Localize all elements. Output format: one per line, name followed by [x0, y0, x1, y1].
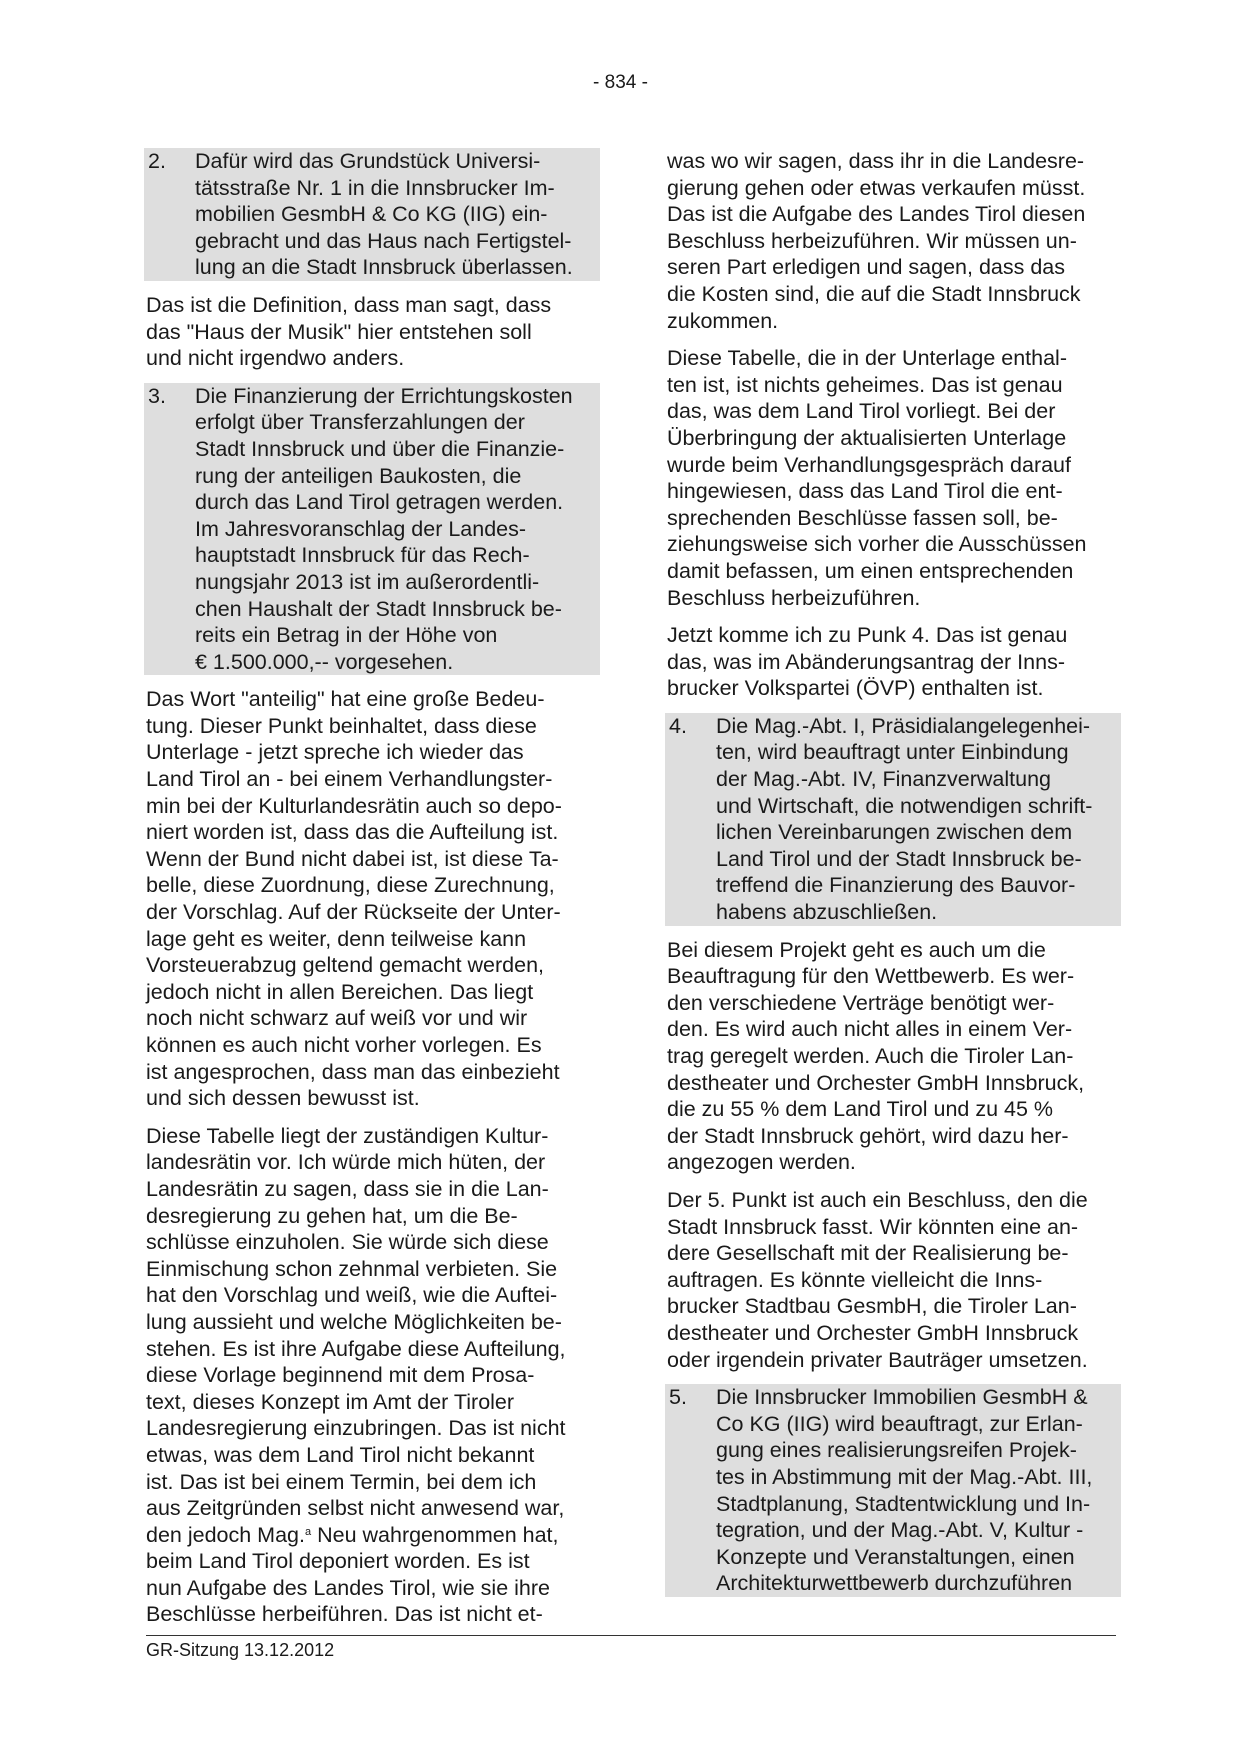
item-number: 5.	[669, 1385, 687, 1410]
text-line: Diese Tabelle, die in der Unterlage enthal-	[667, 346, 1067, 371]
text-line: Stadt Innsbruck und über die Finanzie-	[195, 436, 565, 461]
text-line: Co KG (IIG) wird beauftragt, zur Erlan-	[716, 1411, 1083, 1436]
text-line: Überbringung der aktualisierten Unterlage	[667, 425, 1067, 450]
text-line: tes in Abstimmung mit der Mag.-Abt. III,	[716, 1464, 1093, 1489]
text-line: ten ist, ist nichts geheimes. Das ist genau	[667, 372, 1063, 397]
text-line: oder irgendein privater Bauträger umsetzen.	[667, 1347, 1088, 1372]
text-line: desregierung zu gehen hat, um die Be-	[146, 1203, 518, 1228]
text-line: Das ist die Definition, dass man sagt, dass	[146, 292, 552, 317]
text-line: auftragen. Es könnte vielleicht die Inns-	[667, 1267, 1043, 1292]
text-line: tätsstraße Nr. 1 in die Innsbrucker Im-	[195, 175, 555, 200]
text-line: reits ein Betrag in der Höhe von	[195, 623, 498, 648]
text-line: lage geht es weiter, denn teilweise kann	[146, 926, 527, 951]
text-line: rung der anteiligen Baukosten, die	[195, 463, 522, 488]
text-line: nun Aufgabe des Landes Tirol, wie sie ihre	[146, 1575, 550, 1600]
text-line: Beschluss herbeizuführen. Wir müssen un-	[667, 228, 1077, 253]
text-line: Im Jahresvoranschlag der Landes-	[195, 516, 527, 541]
text-line: Konzepte und Veranstaltungen, einen	[716, 1544, 1075, 1569]
text-line: dere Gesellschaft mit der Realisierung be-	[667, 1241, 1069, 1266]
text-line: chen Haushalt der Stadt Innsbruck be-	[195, 596, 562, 621]
text-line: hauptstadt Innsbruck für das Rech-	[195, 543, 530, 568]
text-line: erfolgt über Transferzahlungen der	[195, 410, 525, 435]
text-line: den verschiedene Verträge benötigt wer-	[667, 990, 1055, 1015]
text-line: € 1.500.000,-- vorgesehen.	[195, 649, 454, 674]
text-line: seren Part erledigen und sagen, dass das	[667, 255, 1066, 280]
resolution-item-4	[665, 713, 1121, 926]
left-column	[146, 148, 598, 1639]
text-line	[146, 1522, 598, 1549]
text-line: mobilien GesmbH & Co KG (IIG) ein-	[195, 202, 548, 227]
resolution-item-5	[665, 1384, 1121, 1597]
text-line: gung eines realisierungsreifen Projek-	[716, 1438, 1077, 1463]
text-segment: Neu wahrgenommen hat,	[311, 1522, 559, 1547]
text-line: Beauftragung für den Wettbewerb. Es wer-	[667, 964, 1075, 989]
text-line: etwas, was dem Land Tirol nicht bekannt	[146, 1442, 535, 1467]
item-text	[716, 713, 1117, 926]
text-line: Dafür wird das Grundstück Universi-	[195, 149, 541, 173]
text-line: gebracht und das Haus nach Fertigstel-	[195, 228, 572, 253]
paragraph	[667, 937, 1119, 1176]
text-line: brucker Volkspartei (ÖVP) enthalten ist.	[667, 676, 1044, 701]
text-line: lichen Vereinbarungen zwischen dem	[716, 820, 1073, 845]
text-line: das, was dem Land Tirol vorliegt. Bei der	[667, 399, 1056, 424]
paragraph	[667, 622, 1119, 702]
text-line: Vorsteuerabzug geltend gemacht werden,	[146, 953, 545, 978]
text-line: hingewiesen, dass das Land Tirol die ent-	[667, 479, 1063, 504]
text-line: landesrätin vor. Ich würde mich hüten, der	[146, 1150, 546, 1175]
text-line: zukommen.	[667, 308, 779, 333]
text-line: angezogen werden.	[667, 1150, 856, 1175]
text-line: habens abzuschließen.	[716, 900, 938, 925]
text-line: Die Mag.-Abt. I, Präsidialangelegenhei-	[716, 713, 1091, 738]
text-line: ist angesprochen, dass man das einbezieht	[146, 1059, 560, 1084]
text-line: treffend die Finanzierung des Bauvor-	[716, 873, 1076, 898]
text-line: der Vorschlag. Auf der Rückseite der Unter-	[146, 900, 561, 925]
text-line: Das Wort "anteilig" hat eine große Bedeu-	[146, 687, 545, 712]
text-line: niert worden ist, dass das die Aufteilung ist.	[146, 820, 559, 845]
text-line: aus Zeitgründen selbst nicht anwesend war,	[146, 1496, 565, 1521]
text-segment: den jedoch Mag.	[146, 1522, 305, 1547]
text-line: schlüsse einzuholen. Sie würde sich diese	[146, 1230, 549, 1255]
text-line: jedoch nicht in allen Bereichen. Das liegt	[146, 979, 534, 1004]
paragraph-lines	[146, 1123, 598, 1522]
text-line: beim Land Tirol deponiert worden. Es ist	[146, 1549, 530, 1574]
text-line: destheater und Orchester GmbH Innsbruck,	[667, 1070, 1085, 1095]
text-line: text, dieses Konzept im Amt der Tiroler	[146, 1389, 515, 1414]
text-line: stehen. Es ist ihre Aufgabe diese Aufteilung,	[146, 1336, 566, 1361]
item-number: 4.	[669, 713, 687, 738]
paragraph	[667, 1187, 1119, 1373]
text-line: der Stadt Innsbruck gehört, wird dazu her-	[667, 1123, 1069, 1148]
text-line: den. Es wird auch nicht alles in einem Ver-	[667, 1017, 1073, 1042]
item-text	[716, 1384, 1117, 1597]
text-line: Land Tirol an - bei einem Verhandlungster-	[146, 767, 553, 792]
text-line: die Kosten sind, die auf die Stadt Innsbruck	[667, 281, 1081, 306]
text-line: Einmischung schon zehnmal verbieten. Sie	[146, 1256, 558, 1281]
text-line: Landesregierung einzubringen. Das ist nicht	[146, 1416, 566, 1441]
text-line: destheater und Orchester GmbH Innsbruck	[667, 1320, 1079, 1345]
footer-session-date: GR-Sitzung 13.12.2012	[146, 1640, 335, 1660]
text-line: tung. Dieser Punkt beinhaltet, dass diese	[146, 713, 537, 738]
text-line: ist. Das ist bei einem Termin, bei dem ich	[146, 1469, 537, 1494]
text-line: belle, diese Zuordnung, diese Zurechnung,	[146, 873, 555, 898]
text-line: Die Finanzierung der Errichtungskosten	[195, 383, 573, 408]
text-line: diese Vorlage beginnend mit dem Prosa-	[146, 1363, 535, 1388]
text-line: sprechenden Beschlüsse fassen soll, be-	[667, 505, 1058, 530]
resolution-item-3	[144, 383, 600, 676]
paragraph-lines	[146, 1548, 598, 1628]
text-line: lung aussieht und welche Möglichkeiten be-	[146, 1309, 562, 1334]
paragraph	[146, 686, 598, 1112]
text-line: wurde beim Verhandlungsgespräch darauf	[667, 452, 1071, 477]
text-line: Beschlüsse herbeiführen. Das ist nicht et-	[146, 1602, 543, 1627]
text-line: Land Tirol und der Stadt Innsbruck be-	[716, 846, 1082, 871]
page-number: - 834 -	[593, 72, 648, 93]
text-line: lung an die Stadt Innsbruck überlassen.	[195, 255, 573, 280]
text-line: was wo wir sagen, dass ihr in die Landesre-	[667, 149, 1085, 173]
text-line: das "Haus der Musik" hier entstehen soll	[146, 319, 532, 344]
paragraph	[667, 345, 1119, 611]
paragraph	[146, 292, 598, 372]
text-line: die zu 55 % dem Land Tirol und zu 45 %	[667, 1097, 1054, 1122]
text-line: durch das Land Tirol getragen werden.	[195, 490, 564, 515]
text-line: Bei diesem Projekt geht es auch um die	[667, 937, 1046, 962]
text-line: ziehungsweise sich vorher die Ausschüssen	[667, 532, 1087, 557]
text-line: Architekturwettbewerb durchzuführen	[716, 1571, 1073, 1596]
text-line: tegration, und der Mag.-Abt. V, Kultur -	[716, 1518, 1084, 1543]
text-line: und sich dessen bewusst ist.	[146, 1086, 420, 1111]
text-line: der Mag.-Abt. IV, Finanzverwaltung	[716, 767, 1052, 792]
text-line: brucker Stadtbau GesmbH, die Tiroler Lan-	[667, 1294, 1077, 1319]
text-line: Die Innsbrucker Immobilien GesmbH &	[716, 1385, 1088, 1410]
text-line: min bei der Kulturlandesrätin auch so depo-	[146, 793, 562, 818]
text-line: Das ist die Aufgabe des Landes Tirol diesen	[667, 202, 1086, 227]
text-line: Diese Tabelle liegt der zuständigen Kultur-	[146, 1123, 549, 1148]
superscript: a	[304, 1525, 312, 1538]
text-line: können es auch nicht vorher vorlegen. Es	[146, 1033, 542, 1057]
text-line: noch nicht schwarz auf weiß vor und wir	[146, 1006, 528, 1031]
text-line: Unterlage - jetzt spreche ich wieder das	[146, 740, 524, 765]
item-number: 3.	[148, 383, 166, 408]
paragraph	[667, 148, 1119, 334]
text-line: Der 5. Punkt ist auch ein Beschluss, den die	[667, 1187, 1088, 1212]
text-line: Wenn der Bund nicht dabei ist, ist diese Ta-	[146, 846, 559, 871]
text-line: ten, wird beauftragt unter Einbindung	[716, 740, 1069, 765]
text-line: gierung gehen oder etwas verkaufen müsst.	[667, 175, 1086, 200]
text-line: Beschluss herbeizuführen.	[667, 585, 921, 610]
text-line: Stadt Innsbruck fasst. Wir könnten eine an-	[667, 1214, 1079, 1239]
item-number: 2.	[148, 149, 166, 173]
text-line: Landesrätin zu sagen, dass sie in die Lan-	[146, 1176, 549, 1201]
text-line: Stadtplanung, Stadtentwicklung und In-	[716, 1491, 1091, 1516]
text-line: nungsjahr 2013 ist im außerordentli-	[195, 569, 540, 594]
text-line: trag geregelt werden. Auch die Tiroler Lan-	[667, 1044, 1074, 1068]
item-text	[195, 383, 596, 676]
text-line: hat den Vorschlag und weiß, wie die Auftei-	[146, 1283, 558, 1308]
right-column	[667, 148, 1119, 1608]
text-line: das, was im Abänderungsantrag der Inns-	[667, 649, 1065, 674]
text-line: und Wirtschaft, die notwendigen schrift-	[716, 793, 1093, 818]
text-line: Jetzt komme ich zu Punk 4. Das ist genau	[667, 623, 1068, 648]
resolution-item-2	[144, 148, 600, 281]
text-line: und nicht irgendwo anders.	[146, 346, 405, 371]
text-line: damit befassen, um einen entsprechenden	[667, 558, 1074, 583]
item-text	[195, 148, 596, 281]
footer-divider	[146, 1635, 1116, 1636]
paragraph	[146, 1123, 598, 1628]
